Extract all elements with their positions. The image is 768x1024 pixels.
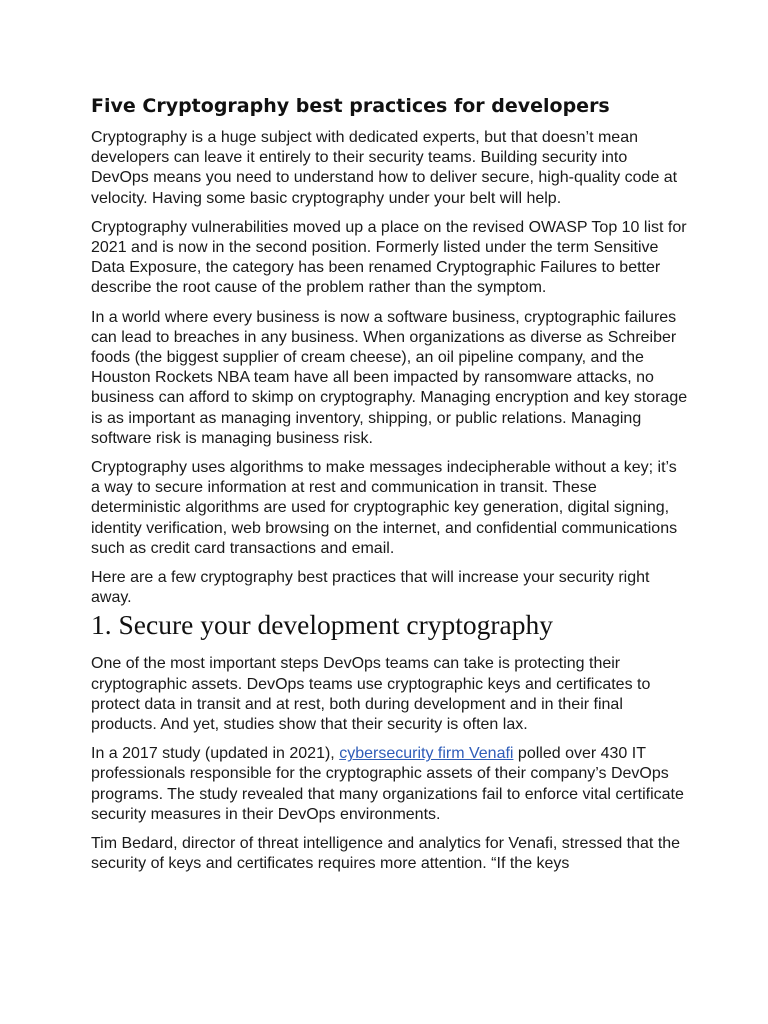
intro-paragraph-4: Cryptography uses algorithms to make messages indecipherable without a key; it’s a way to secure information at rest and communication in transit. These deterministic algorithms are used for cryptographic key generation, digital signing, identity verification, web browsing on the internet, and confidential communications such as credit card transactions and email. xyxy=(91,459,678,557)
section-1-paragraph-3: Tim Bedard, director of threat intelligence and analytics for Venafi, stressed that the security of keys and certificates requires more attention. “If the keys xyxy=(91,835,681,873)
venafi-link[interactable]: cybersecurity firm Venafi xyxy=(339,745,514,763)
intro-paragraph-5: Here are a few cryptography best practices that will increase your security right away. xyxy=(91,569,650,607)
document-title: Five Cryptography best practices for developers xyxy=(91,95,610,117)
intro-paragraph-2: Cryptography vulnerabilities moved up a place on the revised OWASP Top 10 list for 2021 and is now in the second position. Formerly listed under the term Sensitive Data Exposure, the category has been renamed Cryptographic Failures to better describe the root cause of the problem rather than the symptom. xyxy=(91,218,687,297)
intro-paragraph-3: In a world where every business is now a software business, cryptographic failures can lead to breaches in any business. When organizations as diverse as Schreiber foods (the biggest supplier of cream cheese), an oil pipeline company, and the Houston Rockets NBA team have all been impacted by ransomware attacks, no business can afford to skimp on cryptography. Managing encryption and key storage is as important as managing inventory, shipping, or public relations. Managing software risk is managing business risk. xyxy=(91,308,688,447)
section-1-paragraph-2 xyxy=(91,744,688,825)
paragraph-2-text-before-link: In a 2017 study (updated in 2021), xyxy=(91,745,340,763)
intro-paragraph-1: Cryptography is a huge subject with dedicated experts, but that doesn’t mean developers can leave it entirely to their security teams. Building security into DevOps means you need to understand how to deliver secure, high-quality code at velocity. Having some basic cryptography under your belt will help. xyxy=(91,129,678,207)
section-1-heading: 1. Secure your development cryptography xyxy=(91,609,554,641)
section-1-paragraph-1: One of the most important steps DevOps teams can take is protecting their cryptographic assets. DevOps teams use cryptographic keys and certificates to protect data in transit and at rest, both during development and in their final products. And yet, studies show that their security is often lax. xyxy=(91,655,651,734)
paragraph-2-text-after-link: polled over 430 IT professionals responsible for the cryptographic assets of their company’s DevOps programs. The study revealed that many organizations fail to enforce vital certificate security measures in their DevOps environments. xyxy=(91,745,684,823)
